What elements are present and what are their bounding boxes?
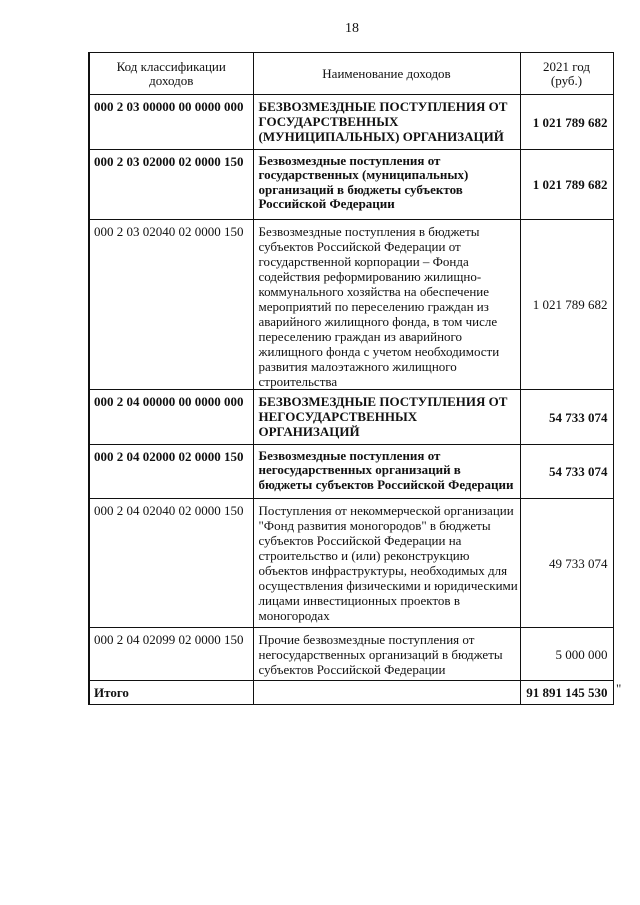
revenue-name: БЕЗВОЗМЕЗДНЫЕ ПОСТУПЛЕНИЯ ОТ ГОСУДАРСТВЕННЫХ (МУНИЦИПАЛЬНЫХ) ОРГАНИЗАЦИЙ <box>253 95 520 150</box>
amount-2021: 1 021 789 682 <box>520 150 613 220</box>
classification-code: 000 2 03 02040 02 0000 150 <box>89 220 253 390</box>
table-row <box>89 445 613 499</box>
classification-code: 000 2 03 02000 02 0000 150 <box>89 150 253 220</box>
amount-2021: 1 021 789 682 <box>520 220 613 390</box>
closing-quote: " <box>616 681 622 696</box>
table-row <box>89 220 613 390</box>
revenue-table <box>88 52 614 705</box>
amount-2021: 54 733 074 <box>520 390 613 445</box>
classification-code: 000 2 04 02000 02 0000 150 <box>89 445 253 499</box>
table-row <box>89 390 613 445</box>
revenue-name: БЕЗВОЗМЕЗДНЫЕ ПОСТУПЛЕНИЯ ОТ НЕГОСУДАРСТВЕННЫХ ОРГАНИЗАЦИЙ <box>253 390 520 445</box>
table-row <box>89 628 613 681</box>
classification-code: 000 2 04 02040 02 0000 150 <box>89 499 253 628</box>
total-row <box>89 681 613 705</box>
classification-code: 000 2 03 00000 00 0000 000 <box>89 95 253 150</box>
revenue-name: Поступления от некоммерческой организации "Фонд развития моногородов" в бюджеты субъектов Российской Федерации на строительство и (или) реконструкцию объектов инфраструктуры, необходимых для осуществления физическими и юридическими лицами инвестиционных проектов в моногородах <box>253 499 520 628</box>
amount-2021: 54 733 074 <box>520 445 613 499</box>
amount-2021: 5 000 000 <box>520 628 613 681</box>
revenue-name: Безвозмездные поступления от негосударственных организаций в бюджеты субъектов Российской Федерации <box>253 445 520 499</box>
total-name-cell <box>253 681 520 705</box>
header-revenue-name: Наименование доходов <box>253 53 520 95</box>
table-header-row <box>89 53 613 95</box>
classification-code: 000 2 04 02099 02 0000 150 <box>89 628 253 681</box>
total-amount: 91 891 145 530 <box>520 681 613 705</box>
table-row <box>89 95 613 150</box>
table-row <box>89 150 613 220</box>
amount-2021: 1 021 789 682 <box>520 95 613 150</box>
classification-code: 000 2 04 00000 00 0000 000 <box>89 390 253 445</box>
revenue-name: Безвозмездные поступления от государственных (муниципальных) организаций в бюджеты субъектов Российской Федерации <box>253 150 520 220</box>
page-number: 18 <box>345 21 359 36</box>
revenue-name: Прочие безвозмездные поступления от негосударственных организаций в бюджеты субъектов Российской Федерации <box>253 628 520 681</box>
amount-2021: 49 733 074 <box>520 499 613 628</box>
header-classification-code: Код классификации доходов <box>89 53 253 95</box>
total-label: Итого <box>89 681 253 705</box>
header-amount-2021: 2021 год (руб.) <box>520 53 613 95</box>
table-row <box>89 499 613 628</box>
revenue-name: Безвозмездные поступления в бюджеты субъектов Российской Федерации от государственной корпорации – Фонда содействия реформированию жилищно- коммунального хозяйства на обеспечение мероприятий по переселению граждан из аварийного жилищного фонда, в том числе переселению граждан из аварийного жилищного фонда с учетом необходимости развития малоэтажного жилищного строительства <box>253 220 520 390</box>
